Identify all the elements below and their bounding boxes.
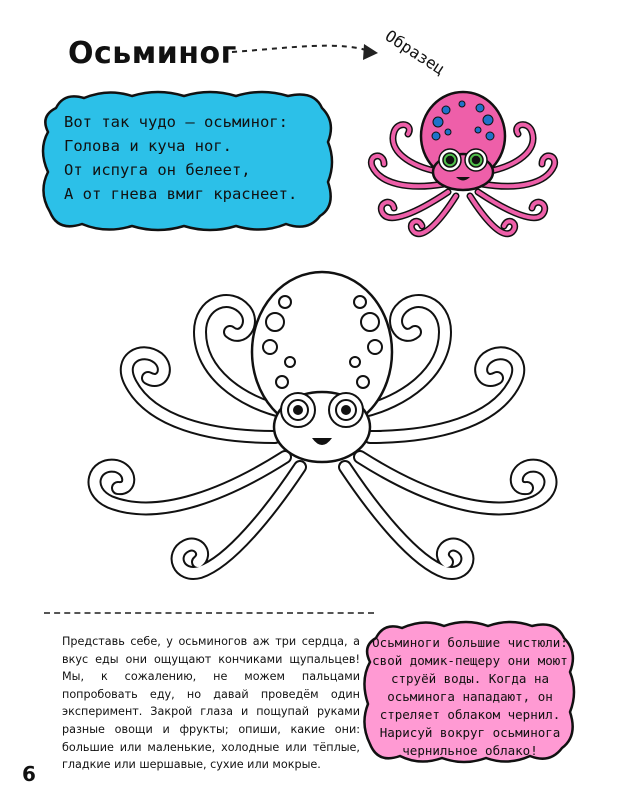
coloring-octopus-outline xyxy=(70,262,570,602)
info-paragraph: Представь себе, у осьминогов аж три сердца, а вкус еды они ощущают кончиками щупальцев! Мы, к сожалению, не можем пальцами попробовать еду, но давай проведём один эксперимент. Закрой глаза и пощупай руками разные овощи и фрукты; опиши, какие они: большие или маленькие, холодные или тёплые, гладкие или шершавые, сухие или мокрые. xyxy=(62,635,360,772)
page-title: Осьминог xyxy=(68,36,237,71)
page-number: 6 xyxy=(22,762,36,786)
poem-line: От испуга он белеет, xyxy=(64,161,251,179)
poem-line: А от гнева вмиг краснеет. xyxy=(64,185,298,203)
poem-line: Вот так чудо – осьминог: xyxy=(64,113,288,131)
poem-line: Голова и куча ног. xyxy=(64,137,232,155)
section-divider xyxy=(44,612,374,614)
sample-octopus-image xyxy=(358,80,568,250)
sample-label: Образец xyxy=(381,26,449,79)
poem-text xyxy=(64,110,314,206)
facts-text: Осьминоги большие чистюли: свой домик-пещеру они моют струёй воды. Когда на осьминога нападают, он стреляет облаком чернил. Нарисуй вокруг осьминога чернильное облако! xyxy=(372,635,568,758)
